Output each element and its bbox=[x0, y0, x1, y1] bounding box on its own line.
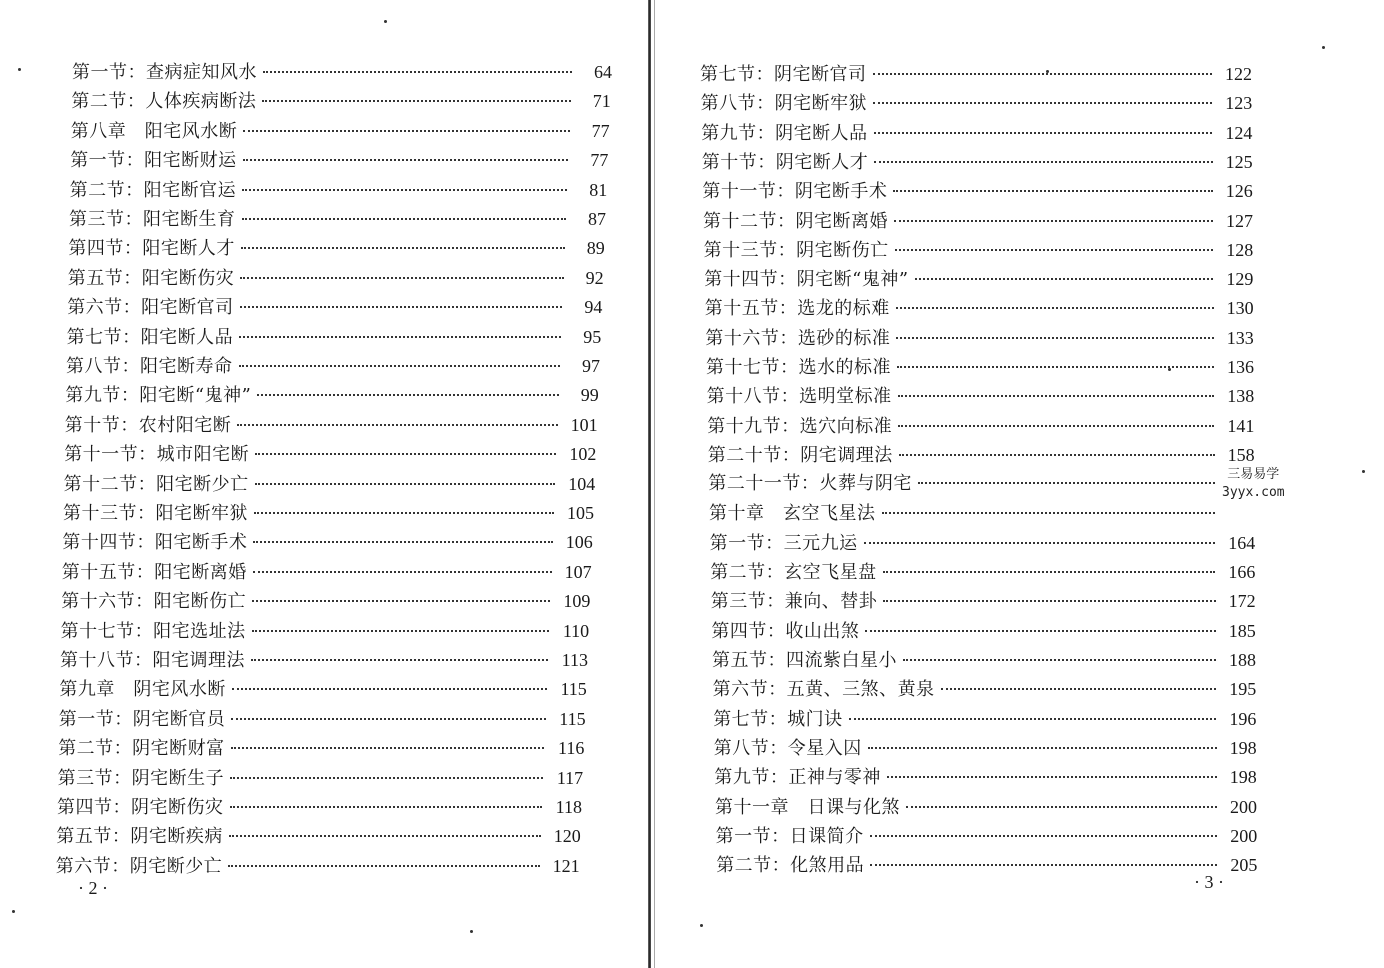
toc-entry-page: 200 bbox=[1230, 825, 1258, 846]
scan-speck bbox=[470, 930, 473, 933]
toc-entry-title: 第十节：阴宅断人才 bbox=[701, 151, 869, 173]
toc-entry bbox=[712, 648, 1256, 673]
dot-leader bbox=[873, 73, 1213, 75]
scan-speck bbox=[1168, 368, 1171, 371]
dot-leader bbox=[253, 541, 552, 543]
toc-entry-page: 121 bbox=[552, 855, 580, 876]
dot-leader bbox=[229, 835, 541, 837]
dot-leader bbox=[232, 688, 547, 690]
dot-leader bbox=[239, 365, 561, 367]
toc-entry-page: 92 bbox=[585, 267, 604, 288]
toc-entry-title: 第十一章 日课与化煞 bbox=[715, 796, 900, 818]
toc-entry-page: 116 bbox=[558, 738, 585, 759]
toc-entry-page: 123 bbox=[1225, 93, 1253, 114]
dot-leader bbox=[254, 512, 554, 514]
toc-entry-title: 第十六节：阳宅断伤亡 bbox=[61, 591, 247, 613]
toc-entry-title: 第六节：阴宅断少亡 bbox=[55, 855, 223, 877]
toc-entry-title: 第十三节：阳宅断牢狱 bbox=[63, 503, 248, 524]
toc-entry bbox=[700, 62, 1252, 87]
dot-leader bbox=[941, 688, 1217, 690]
dot-leader bbox=[898, 425, 1214, 427]
dot-leader bbox=[243, 130, 569, 132]
toc-entry-page: 166 bbox=[1228, 562, 1256, 583]
toc-entry-title: 第一节：查病症知风水 bbox=[72, 62, 257, 83]
scan-speck bbox=[384, 20, 387, 23]
toc-entry-title: 第二节：阳宅断官运 bbox=[69, 179, 237, 201]
scan-speck bbox=[18, 68, 21, 71]
toc-entry-page: 198 bbox=[1229, 737, 1257, 758]
toc-entry-title: 第三节：阳宅断生育 bbox=[69, 209, 236, 230]
toc-entry bbox=[702, 150, 1253, 175]
toc-entry bbox=[64, 442, 596, 467]
dot-leader bbox=[257, 394, 558, 396]
toc-entry bbox=[701, 121, 1252, 146]
watermark-chinese: 三易易学 bbox=[1227, 467, 1280, 482]
page-number-left: · 2 · bbox=[78, 878, 108, 898]
dot-leader bbox=[239, 336, 561, 338]
dot-leader bbox=[870, 835, 1218, 837]
toc-entry-page: 117 bbox=[556, 767, 584, 788]
dot-leader bbox=[242, 218, 567, 220]
dot-leader bbox=[243, 159, 569, 161]
toc-entry-page: 133 bbox=[1226, 327, 1254, 348]
toc-entry bbox=[64, 472, 596, 497]
toc-entry-page: 77 bbox=[591, 120, 610, 141]
toc-entry-page: 113 bbox=[561, 650, 588, 670]
toc-entry bbox=[69, 207, 606, 232]
toc-entry-title: 第十四节：阴宅断“鬼神” bbox=[704, 269, 909, 291]
toc-entry-title: 第十节：农村阳宅断 bbox=[64, 414, 232, 436]
toc-entry-page: 97 bbox=[582, 356, 600, 376]
toc-entry bbox=[710, 531, 1256, 556]
dot-leader bbox=[893, 190, 1212, 192]
toc-entry-title: 第五节：四流紫白星小 bbox=[712, 650, 897, 671]
toc-entry-title: 第一节：阳宅断财运 bbox=[70, 150, 237, 172]
dot-leader bbox=[918, 482, 1215, 484]
toc-entry-title: 第十二节：阳宅断少亡 bbox=[63, 473, 249, 495]
toc-entry-title: 第六节：阳宅断官司 bbox=[67, 297, 234, 319]
toc-entry bbox=[62, 560, 592, 585]
book-spine bbox=[648, 0, 651, 968]
dot-leader bbox=[894, 220, 1213, 222]
dot-leader bbox=[898, 395, 1215, 397]
toc-entry-page: 81 bbox=[589, 179, 608, 200]
toc-entry bbox=[705, 326, 1253, 351]
toc-entry-title: 第八章 阳宅风水断 bbox=[70, 120, 238, 142]
toc-entry-title: 第一节：日课简介 bbox=[715, 825, 864, 847]
dot-leader bbox=[873, 102, 1212, 104]
toc-entry bbox=[708, 443, 1255, 468]
toc-entry-page: 127 bbox=[1226, 210, 1253, 231]
toc-entry bbox=[704, 267, 1253, 292]
toc-entry bbox=[711, 589, 1256, 614]
toc-entry-title: 第十六节：选砂的标准 bbox=[705, 327, 891, 349]
dot-leader bbox=[882, 512, 1216, 514]
scan-speck bbox=[1046, 70, 1049, 73]
toc-entry-page: 125 bbox=[1225, 151, 1253, 172]
toc-entry bbox=[710, 560, 1255, 585]
dot-leader bbox=[874, 161, 1212, 163]
toc-entry bbox=[708, 472, 1254, 496]
dot-leader bbox=[887, 776, 1217, 778]
toc-entry-title: 第三节：阴宅断生子 bbox=[57, 767, 225, 789]
toc-entry-page: 64 bbox=[594, 62, 612, 82]
toc-entry-page: 129 bbox=[1226, 269, 1254, 290]
toc-entry bbox=[715, 795, 1257, 820]
toc-entry bbox=[706, 355, 1254, 380]
dot-leader bbox=[849, 718, 1217, 720]
site-watermark bbox=[1222, 466, 1285, 502]
dot-leader bbox=[262, 100, 570, 102]
toc-entry bbox=[71, 89, 610, 114]
toc-entry bbox=[65, 413, 598, 438]
toc-entry-title: 第十四节：阳宅断手术 bbox=[62, 532, 248, 554]
toc-entry bbox=[66, 354, 600, 379]
toc-entry-title: 第十七节：阳宅选址法 bbox=[60, 620, 246, 642]
toc-entry bbox=[67, 325, 602, 350]
toc-entry-title: 第十五节：选龙的标难 bbox=[704, 298, 890, 320]
toc-entry-title: 第八节：阳宅断寿命 bbox=[66, 356, 233, 377]
toc-entry-title: 第十章 玄空飞星法 bbox=[709, 502, 876, 524]
dot-leader bbox=[874, 132, 1213, 134]
scan-speck bbox=[700, 924, 703, 927]
toc-entry-page: 205 bbox=[1230, 855, 1258, 876]
scan-speck bbox=[1362, 470, 1365, 473]
toc-entry-page: 141 bbox=[1227, 415, 1255, 436]
toc-entry-title: 第十八节：选明堂标准 bbox=[706, 386, 892, 408]
toc-entry-title: 第二十一节：火葬与阴宅 bbox=[708, 473, 912, 495]
toc-entry-page: 198 bbox=[1229, 767, 1257, 788]
dot-leader bbox=[230, 777, 543, 779]
toc-entry bbox=[70, 148, 608, 173]
toc-entry-title: 第十八节：阳宅调理法 bbox=[60, 650, 245, 671]
page-number-right: · 3 · bbox=[1194, 872, 1224, 892]
toc-entry-title: 第九节：阴宅断人品 bbox=[701, 122, 868, 144]
toc-entry bbox=[59, 707, 586, 732]
toc-entry-title: 第四节：阴宅断伤灾 bbox=[57, 797, 224, 818]
toc-entry bbox=[68, 266, 604, 291]
dot-leader bbox=[242, 189, 567, 191]
dot-leader bbox=[899, 454, 1215, 456]
dot-leader bbox=[896, 307, 1214, 309]
toc-entry-page: 115 bbox=[560, 679, 587, 700]
toc-entry-page: 110 bbox=[562, 620, 590, 641]
toc-entry-page: 105 bbox=[567, 503, 594, 523]
toc-entry bbox=[707, 384, 1255, 409]
dot-leader bbox=[231, 747, 545, 749]
dot-leader bbox=[897, 366, 1214, 368]
toc-entry-page: 128 bbox=[1226, 239, 1254, 260]
toc-entry bbox=[713, 677, 1257, 702]
toc-entry bbox=[716, 853, 1257, 878]
toc-entry-title: 第七节：阴宅断官司 bbox=[700, 64, 867, 85]
toc-entry-page: 124 bbox=[1225, 122, 1253, 143]
toc-entry bbox=[56, 854, 580, 879]
toc-entry-title: 第十一节：城市阳宅断 bbox=[64, 444, 250, 466]
toc-entry-title: 第七节：城门诀 bbox=[713, 708, 843, 730]
toc-entry-page: 164 bbox=[1228, 532, 1256, 553]
toc-entry bbox=[58, 736, 584, 761]
dot-leader bbox=[883, 600, 1215, 602]
dot-leader bbox=[915, 278, 1214, 280]
toc-entry bbox=[701, 91, 1253, 116]
toc-entry-page: 109 bbox=[563, 591, 591, 612]
toc-entry-page: 185 bbox=[1228, 620, 1256, 641]
toc-entry-title: 第十九节：选穴向标准 bbox=[707, 415, 893, 437]
toc-entry bbox=[704, 238, 1254, 263]
dot-leader bbox=[252, 600, 550, 602]
toc-entry bbox=[61, 619, 590, 644]
dot-leader bbox=[230, 806, 543, 808]
scan-speck bbox=[1322, 46, 1325, 49]
toc-entry-page: 126 bbox=[1225, 181, 1253, 202]
toc-entry-page: 136 bbox=[1227, 357, 1254, 377]
toc-entry-title: 第九章 阴宅风水断 bbox=[59, 679, 226, 701]
toc-entry bbox=[714, 765, 1256, 790]
toc-entry bbox=[71, 119, 610, 144]
toc-entry-page: 102 bbox=[569, 444, 597, 465]
dot-leader bbox=[865, 630, 1215, 632]
toc-entry-title: 第二节：玄空飞星盘 bbox=[710, 562, 877, 584]
toc-entry-title: 第八节：令星入囚 bbox=[713, 737, 862, 759]
toc-entry bbox=[713, 707, 1256, 732]
toc-entry-page: 188 bbox=[1229, 650, 1256, 670]
toc-entry bbox=[63, 501, 594, 526]
dot-leader bbox=[253, 571, 552, 573]
toc-entry-page: 95 bbox=[583, 326, 602, 347]
dot-leader bbox=[883, 571, 1216, 573]
toc-entry-page: 196 bbox=[1229, 708, 1257, 729]
toc-entry-title: 第五节：阳宅断伤灾 bbox=[67, 267, 235, 289]
dot-leader bbox=[864, 542, 1216, 544]
toc-entry bbox=[72, 60, 612, 85]
toc-entry bbox=[58, 766, 584, 791]
toc-entry-page: 106 bbox=[565, 532, 593, 553]
toc-entry bbox=[67, 295, 602, 320]
toc-entry-page: 77 bbox=[590, 150, 609, 171]
dot-leader bbox=[263, 71, 572, 73]
toc-entry-page: 138 bbox=[1227, 386, 1255, 407]
toc-entry-page: 120 bbox=[553, 826, 581, 847]
scan-speck bbox=[12, 910, 15, 913]
dot-leader bbox=[240, 306, 563, 308]
toc-entry-title: 第十二节：阴宅断离婚 bbox=[703, 210, 888, 232]
dot-leader bbox=[251, 659, 548, 661]
toc-entry-page: 115 bbox=[559, 708, 586, 729]
dot-leader bbox=[870, 864, 1217, 866]
toc-entry bbox=[70, 178, 608, 203]
toc-entry-title: 第七节：阳宅断人品 bbox=[66, 326, 234, 348]
toc-entry bbox=[705, 296, 1254, 321]
toc-entry-page: 118 bbox=[555, 797, 582, 817]
toc-entry-page: 71 bbox=[592, 91, 611, 112]
watermark-url: 3yyx.com bbox=[1222, 485, 1285, 500]
toc-entry-title: 第二节：人体疾病断法 bbox=[71, 91, 257, 113]
dot-leader bbox=[906, 806, 1217, 808]
toc-entry-title: 第一节：阴宅断官员 bbox=[58, 708, 226, 730]
toc-entry bbox=[703, 209, 1253, 234]
toc-entry-page: 87 bbox=[588, 209, 606, 229]
book-spine-shadow bbox=[654, 0, 655, 968]
dot-leader bbox=[228, 865, 539, 867]
dot-leader bbox=[240, 277, 563, 279]
toc-entry-page: 122 bbox=[1225, 64, 1252, 84]
dot-leader bbox=[255, 483, 556, 485]
toc-entry bbox=[716, 824, 1258, 849]
toc-entry-title: 第二节：阴宅断财富 bbox=[58, 738, 225, 760]
toc-entry bbox=[709, 502, 1255, 526]
dot-leader bbox=[231, 718, 545, 720]
toc-entry bbox=[65, 383, 598, 408]
dot-leader bbox=[255, 453, 556, 455]
dot-leader bbox=[896, 337, 1213, 339]
toc-entry bbox=[56, 824, 580, 849]
toc-entry-page: 107 bbox=[564, 561, 592, 582]
dot-leader bbox=[252, 630, 550, 632]
toc-entry bbox=[711, 619, 1255, 644]
toc-entry-title: 第十三节：阴宅断伤亡 bbox=[703, 239, 889, 261]
toc-entry-page: 101 bbox=[570, 414, 598, 435]
dot-leader bbox=[903, 659, 1216, 661]
toc-entry bbox=[714, 736, 1257, 761]
toc-entry-title: 第二十节：阴宅调理法 bbox=[707, 444, 893, 466]
toc-entry-title: 第十一节：阴宅断手术 bbox=[702, 181, 888, 203]
toc-entry-page: 94 bbox=[584, 297, 603, 318]
dot-leader bbox=[241, 247, 565, 249]
toc-entry-page: 195 bbox=[1229, 679, 1257, 700]
toc-entry bbox=[702, 179, 1252, 204]
toc-entry-page: 104 bbox=[568, 473, 596, 494]
toc-entry-title: 第六节：五黄、三煞、黄泉 bbox=[712, 679, 935, 701]
toc-entry-title: 第一节：三元九运 bbox=[709, 532, 858, 554]
toc-entry-title: 第四节：收山出煞 bbox=[711, 620, 860, 642]
toc-entry bbox=[60, 648, 588, 673]
dot-leader bbox=[868, 747, 1217, 749]
toc-entry bbox=[59, 677, 586, 702]
toc-entry-title: 第九节：阳宅断“鬼神” bbox=[65, 385, 252, 407]
dot-leader bbox=[895, 249, 1214, 251]
toc-entry-title: 第二节：化煞用品 bbox=[716, 855, 865, 877]
toc-entry-title: 第五节：阴宅断疾病 bbox=[56, 826, 223, 848]
left-page bbox=[0, 0, 650, 968]
toc-entry bbox=[62, 530, 592, 555]
toc-entry-page: 99 bbox=[580, 385, 599, 406]
toc-entry-title: 第三节：兼向、替卦 bbox=[710, 591, 878, 613]
toc-entry bbox=[707, 414, 1254, 439]
toc-entry-page: 158 bbox=[1227, 444, 1255, 465]
toc-entry-page: 130 bbox=[1226, 298, 1254, 319]
toc-entry-title: 第十七节：选水的标准 bbox=[706, 357, 891, 378]
toc-entry-page: 172 bbox=[1228, 591, 1256, 612]
toc-entry-page: 89 bbox=[586, 238, 605, 259]
toc-entry bbox=[61, 589, 590, 614]
dot-leader bbox=[237, 424, 557, 426]
toc-entry-page: 200 bbox=[1230, 796, 1257, 817]
toc-entry-title: 第八节：阴宅断牢狱 bbox=[700, 93, 868, 115]
toc-entry bbox=[68, 236, 604, 261]
toc-entry-title: 第四节：阳宅断人才 bbox=[68, 238, 235, 260]
toc-entry-title: 第十五节：阳宅断离婚 bbox=[61, 561, 247, 583]
toc-entry-title: 第九节：正神与零神 bbox=[714, 767, 881, 789]
toc-entry bbox=[57, 795, 582, 820]
